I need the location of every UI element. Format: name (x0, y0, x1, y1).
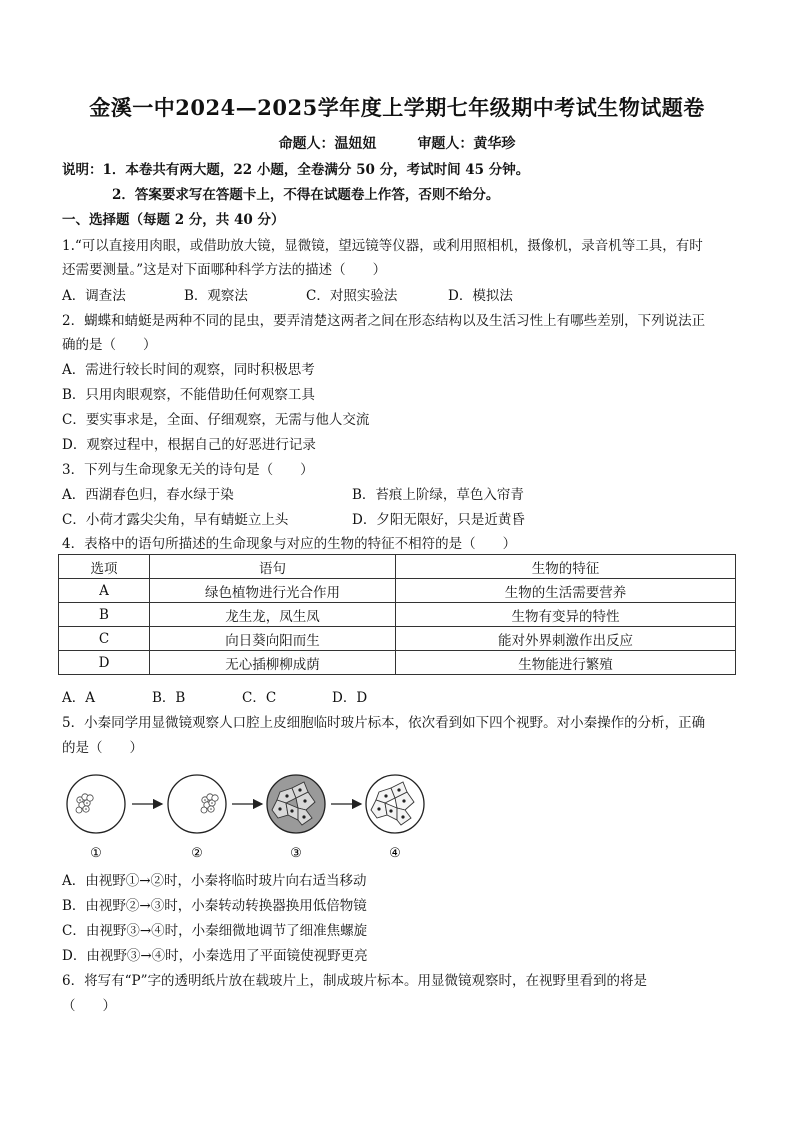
q3-option-b[interactable]: B．苔痕上阶绿，草色入帘青 (352, 487, 524, 503)
q2-option-a[interactable]: A．需进行较长时间的观察，同时积极思考 (62, 362, 315, 378)
q1-option-a[interactable]: A．调查法 (62, 288, 126, 304)
instruction-1: 说明：1．本卷共有两大题，22 小题，全卷满分 50 分，考试时间 45 分钟。 (62, 162, 530, 178)
table-header-cell: 语句 (150, 555, 396, 579)
q3-option-a[interactable]: A．西湖春色归，春水绿于染 (62, 487, 234, 503)
microscope-views-diagram (66, 770, 426, 862)
table-header-row (59, 555, 736, 579)
table-cell: B (59, 603, 150, 627)
q1-stem-line2: 还需要测量。”这是对下面哪种科学方法的描述（ ） (62, 262, 387, 278)
q4-options (62, 686, 367, 706)
table-cell: 无心插柳柳成荫 (150, 651, 396, 675)
view-label-1: ① (90, 846, 102, 861)
table-cell: 绿色植物进行光合作用 (150, 579, 396, 603)
q5-stem-line1: 5．小秦同学用显微镜观察人口腔上皮细胞临时玻片标本，依次看到如下四个视野。对小秦操作的分析，正确 (62, 715, 706, 731)
view-3 (267, 775, 325, 833)
q6-stem-line1: 6．将写有“P”字的透明纸片放在载玻片上，制成玻片标本。用显微镜观察时，在视野里看到的将是 (62, 973, 647, 989)
q5-option-c[interactable]: C．由视野③→④时，小秦细微地调节了细准焦螺旋 (62, 923, 368, 939)
table-cell: 生物能进行繁殖 (396, 651, 736, 675)
table-cell: A (59, 579, 150, 603)
view-label-4: ④ (389, 846, 401, 861)
q5-stem-line2: 的是（ ） (62, 740, 143, 756)
q4-option-d[interactable]: D．D (332, 690, 368, 706)
q4-table (58, 554, 736, 675)
exam-title: 金溪一中2024—2025学年度上学期七年级期中考试生物试题卷 (89, 95, 705, 120)
authors-line (0, 133, 794, 153)
setter: 命题人：温妞妞 (278, 136, 377, 152)
q2-option-c[interactable]: C．要实事求是，全面、仔细观察，无需与他人交流 (62, 412, 370, 428)
q4-option-b[interactable]: B．B (152, 690, 186, 706)
q1-option-d[interactable]: D．模拟法 (448, 288, 513, 304)
q1-option-b[interactable]: B．观察法 (184, 288, 248, 304)
q3-option-c[interactable]: C．小荷才露尖尖角，早有蜻蜓立上头 (62, 512, 289, 528)
q2-stem-line2: 确的是（ ） (62, 337, 157, 353)
table-row (59, 651, 736, 675)
q3-stem: 3．下列与生命现象无关的诗句是（ ） (62, 462, 314, 478)
table-cell: 向日葵向阳而生 (150, 627, 396, 651)
reviewer: 审题人：黄华珍 (417, 136, 516, 152)
q2-option-d[interactable]: D．观察过程中，根据自己的好恶进行记录 (62, 437, 316, 453)
q4-option-a[interactable]: A．A (62, 690, 95, 706)
q2-stem-line1: 2．蝴蝶和蜻蜓是两种不同的昆虫，要弄清楚这两者之间在形态结构以及生活习性上有哪些差别，下列说法正 (62, 313, 706, 329)
table-cell: C (59, 627, 150, 651)
table-header-cell: 生物的特征 (396, 555, 736, 579)
view-label-2: ② (191, 846, 203, 861)
table-cell: 生物的生活需要营养 (396, 579, 736, 603)
q3-option-d[interactable]: D．夕阳无限好，只是近黄昏 (352, 512, 525, 528)
table-cell: 龙生龙，凤生凤 (150, 603, 396, 627)
q4-option-c[interactable]: C．C (242, 690, 277, 706)
q2-option-b[interactable]: B．只用肉眼观察，不能借助任何观察工具 (62, 387, 315, 403)
q6-stem-line2: （ ） (62, 998, 116, 1014)
view-label-3: ③ (290, 846, 302, 861)
section-heading: 一、选择题（每题 2 分，共 40 分） (62, 212, 285, 228)
table-cell: D (59, 651, 150, 675)
instruction-2: 2．答案要求写在答题卡上，不得在试题卷上作答，否则不给分。 (112, 187, 500, 203)
q5-option-d[interactable]: D．由视野③→④时，小秦选用了平面镜使视野更亮 (62, 948, 368, 964)
table-row (59, 627, 736, 651)
table-row (59, 579, 736, 603)
q5-option-b[interactable]: B．由视野②→③时，小秦转动转换器换用低倍物镜 (62, 898, 367, 914)
table-cell: 生物有变异的特性 (396, 603, 736, 627)
q5-option-a[interactable]: A．由视野①→②时，小秦将临时玻片向右适当移动 (62, 873, 367, 889)
view-4 (366, 775, 424, 833)
view-2 (168, 775, 226, 833)
q1-option-c[interactable]: C．对照实验法 (306, 288, 398, 304)
microscope-views-svg (66, 770, 426, 862)
q4-stem: 4．表格中的语句所描述的生命现象与对应的生物的特征不相符的是（ ） (62, 536, 517, 552)
table-header-cell: 选项 (59, 555, 150, 579)
table-row (59, 603, 736, 627)
table-cell: 能对外界刺激作出反应 (396, 627, 736, 651)
q1-stem-line1: 1.“可以直接用肉眼，或借助放大镜，显微镜，望远镜等仪器，或利用照相机，摄像机，录音机等工具，有时 (62, 238, 703, 254)
view-1 (67, 775, 125, 833)
q1-options (62, 284, 513, 304)
